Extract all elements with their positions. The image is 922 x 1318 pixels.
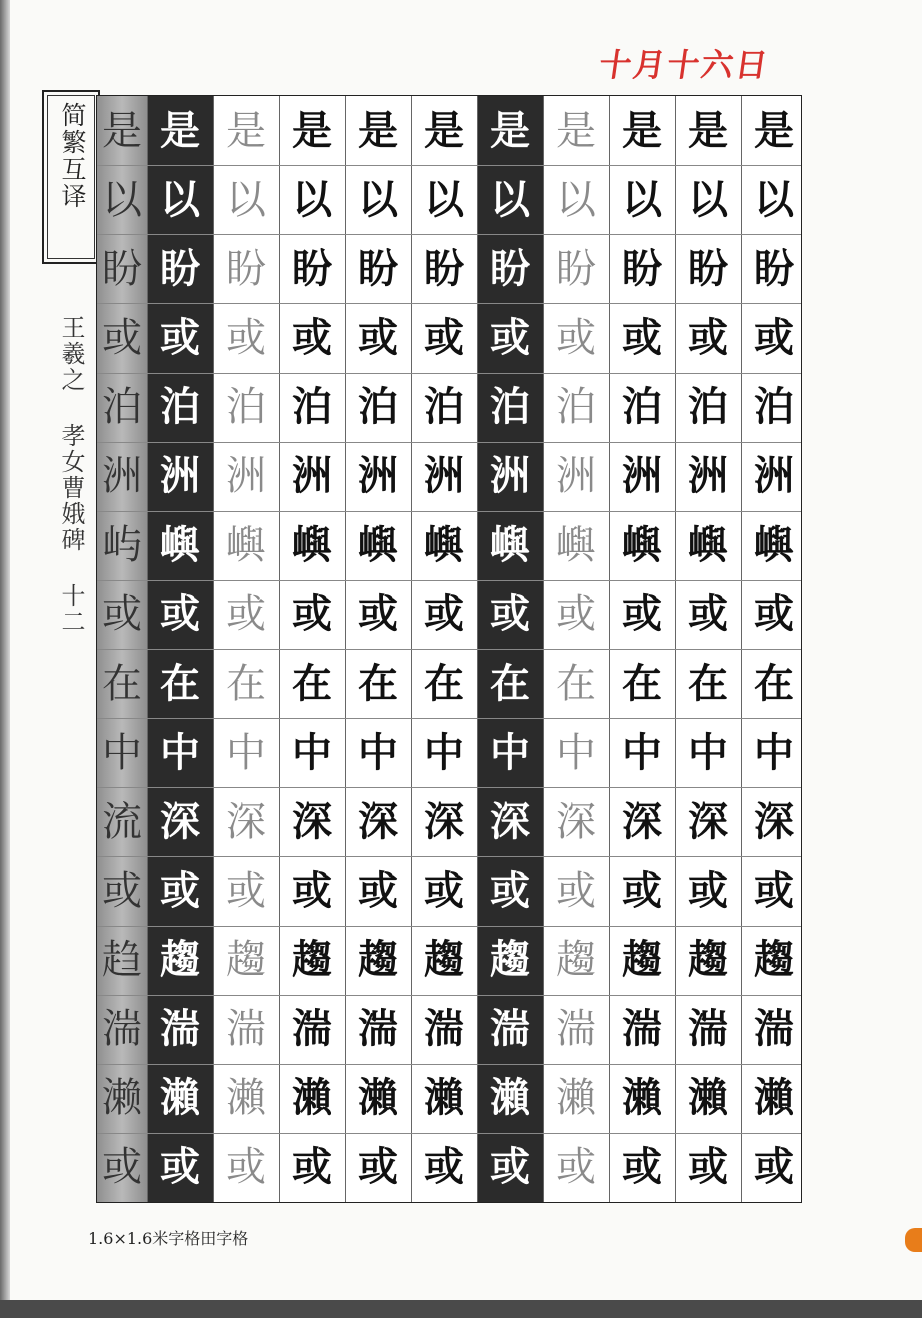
grid-hline (97, 373, 801, 374)
grid-cell: 或 (292, 1143, 332, 1191)
grid-cell: 瀨 (358, 1074, 398, 1122)
grid-cell: 嶼 (292, 521, 332, 569)
grid-cell: 洲 (292, 452, 332, 500)
grid-cell: 或 (688, 590, 728, 638)
grid-hline (97, 856, 801, 857)
grid-cell: 盼 (102, 245, 142, 292)
grid-cell: 瀨 (556, 1075, 596, 1122)
grid-cell: 是 (556, 107, 596, 154)
grid-cell: 是 (754, 106, 794, 154)
grid-cell: 以 (160, 175, 200, 223)
grid-cell: 洲 (102, 453, 142, 500)
grid-cell: 以 (622, 175, 662, 223)
grid-cell: 盼 (622, 244, 662, 292)
grid-cell: 中 (490, 728, 530, 776)
grid-cell: 以 (754, 175, 794, 223)
title-box (42, 90, 100, 264)
grid-cell: 或 (622, 313, 662, 361)
grid-cell: 或 (622, 590, 662, 638)
grid-cell: 趨 (424, 936, 464, 984)
grid-cell: 深 (622, 797, 662, 845)
grid-cell: 中 (292, 728, 332, 776)
grid-cell: 深 (292, 797, 332, 845)
grid-cell: 嶼 (490, 521, 530, 569)
grid-cell: 中 (424, 728, 464, 776)
grid-cell: 以 (424, 175, 464, 223)
grid-cell: 盼 (490, 244, 530, 292)
grid-cell: 深 (490, 797, 530, 845)
grid-hline (97, 926, 801, 927)
grid-cell: 盼 (424, 244, 464, 292)
grid-cell: 深 (226, 798, 266, 845)
grid-cell: 洲 (424, 452, 464, 500)
grid-hline (97, 442, 801, 443)
grid-cell: 嶼 (622, 521, 662, 569)
grid-cell: 或 (160, 313, 200, 361)
grid-cell: 盼 (160, 244, 200, 292)
grid-cell: 湍 (622, 1005, 662, 1053)
grid-cell: 以 (292, 175, 332, 223)
grid-hline (97, 580, 801, 581)
grid-cell: 嶼 (688, 521, 728, 569)
grid-cell: 洲 (754, 452, 794, 500)
grid-cell: 泊 (688, 383, 728, 431)
grid-cell: 嶼 (556, 522, 596, 569)
grid-cell: 是 (358, 106, 398, 154)
practice-grid (96, 95, 802, 1203)
grid-cell: 是 (102, 107, 142, 154)
grid-hline (97, 165, 801, 166)
grid-cell: 中 (226, 729, 266, 776)
grid-cell: 趨 (688, 936, 728, 984)
grid-cell: 在 (688, 659, 728, 707)
grid-cell: 在 (226, 660, 266, 707)
grid-cell: 盼 (358, 244, 398, 292)
grid-cell: 湍 (102, 1006, 142, 1053)
grid-cell: 或 (160, 866, 200, 914)
grid-cell: 或 (160, 1143, 200, 1191)
grid-cell: 在 (358, 659, 398, 707)
grid-cell: 湍 (160, 1005, 200, 1053)
grid-cell: 或 (358, 866, 398, 914)
grid-cell: 湍 (226, 1006, 266, 1053)
grid-cell: 或 (490, 866, 530, 914)
grid-cell: 深 (556, 798, 596, 845)
grid-cell: 以 (556, 176, 596, 223)
grid-cell: 或 (424, 1143, 464, 1191)
grid-cell: 或 (424, 590, 464, 638)
grid-cell: 或 (226, 1144, 266, 1191)
grid-cell: 瀨 (622, 1074, 662, 1122)
grid-cell: 瀨 (424, 1074, 464, 1122)
grid-cell: 中 (622, 728, 662, 776)
grid-cell: 泊 (424, 383, 464, 431)
grid-footnote: 1.6×1.6米字格田字格 (88, 1229, 249, 1248)
grid-cell: 在 (424, 659, 464, 707)
grid-cell: 流 (102, 798, 142, 845)
grid-cell: 嶼 (160, 521, 200, 569)
grid-hline (97, 511, 801, 512)
grid-cell: 或 (226, 867, 266, 914)
grid-cell: 洲 (490, 452, 530, 500)
grid-hline (97, 718, 801, 719)
grid-cell: 中 (688, 728, 728, 776)
grid-cell: 中 (358, 728, 398, 776)
grid-cell: 或 (102, 591, 142, 638)
grid-cell: 或 (358, 1143, 398, 1191)
bottom-band (0, 1300, 922, 1318)
grid-cell: 趨 (292, 936, 332, 984)
grid-cell: 瀨 (226, 1075, 266, 1122)
grid-cell: 是 (490, 106, 530, 154)
grid-cell: 趨 (490, 936, 530, 984)
grid-cell: 湍 (424, 1005, 464, 1053)
grid-cell: 湍 (292, 1005, 332, 1053)
grid-cell: 中 (160, 728, 200, 776)
grid-cell: 洲 (358, 452, 398, 500)
page-edge-shadow (0, 0, 10, 1300)
grid-cell: 或 (160, 590, 200, 638)
grid-cell: 嶼 (226, 522, 266, 569)
grid-cell: 趨 (160, 936, 200, 984)
grid-cell: 瀨 (292, 1074, 332, 1122)
grid-cell: 泊 (754, 383, 794, 431)
grid-cell: 深 (754, 797, 794, 845)
grid-cell: 湍 (556, 1006, 596, 1053)
grid-cell: 或 (102, 867, 142, 914)
grid-hline (97, 995, 801, 996)
grid-cell: 在 (292, 659, 332, 707)
grid-cell: 泊 (292, 383, 332, 431)
grid-cell: 洲 (556, 453, 596, 500)
grid-cell: 或 (688, 866, 728, 914)
grid-cell: 在 (160, 659, 200, 707)
grid-cell: 或 (754, 866, 794, 914)
grid-cell: 泊 (226, 384, 266, 431)
grid-cell: 或 (556, 867, 596, 914)
grid-cell: 或 (688, 1143, 728, 1191)
grid-cell: 屿 (102, 522, 142, 569)
grid-cell: 或 (424, 866, 464, 914)
orange-tab (905, 1228, 922, 1252)
grid-cell: 在 (102, 660, 142, 707)
grid-cell: 或 (490, 1143, 530, 1191)
grid-cell: 是 (424, 106, 464, 154)
grid-cell: 是 (688, 106, 728, 154)
grid-cell: 嶼 (424, 521, 464, 569)
grid-cell: 是 (226, 107, 266, 154)
grid-cell: 以 (688, 175, 728, 223)
grid-cell: 以 (226, 176, 266, 223)
grid-cell: 深 (424, 797, 464, 845)
grid-cell: 以 (490, 175, 530, 223)
grid-cell: 盼 (226, 245, 266, 292)
grid-cell: 泊 (490, 383, 530, 431)
grid-cell: 嶼 (358, 521, 398, 569)
grid-cell: 或 (226, 314, 266, 361)
grid-hline (97, 787, 801, 788)
grid-cell: 濑 (102, 1075, 142, 1122)
grid-cell: 泊 (622, 383, 662, 431)
grid-cell: 或 (102, 1144, 142, 1191)
grid-cell: 趨 (358, 936, 398, 984)
grid-cell: 泊 (160, 383, 200, 431)
grid-cell: 或 (754, 313, 794, 361)
grid-cell: 趨 (556, 937, 596, 984)
grid-cell: 趨 (622, 936, 662, 984)
date-stamp: 十月十六日 (596, 46, 772, 84)
grid-cell: 瀨 (490, 1074, 530, 1122)
grid-cell: 或 (490, 590, 530, 638)
grid-cell: 泊 (102, 384, 142, 431)
grid-cell: 在 (490, 659, 530, 707)
grid-cell: 湍 (754, 1005, 794, 1053)
grid-cell: 在 (622, 659, 662, 707)
grid-cell: 或 (226, 591, 266, 638)
grid-cell: 趨 (226, 937, 266, 984)
grid-cell: 在 (754, 659, 794, 707)
grid-cell: 或 (556, 314, 596, 361)
grid-hline (97, 1064, 801, 1065)
grid-cell: 或 (102, 314, 142, 361)
grid-cell: 嶼 (754, 521, 794, 569)
grid-cell: 是 (160, 106, 200, 154)
grid-cell: 湍 (490, 1005, 530, 1053)
grid-cell: 深 (688, 797, 728, 845)
grid-cell: 瀨 (754, 1074, 794, 1122)
grid-cell: 湍 (358, 1005, 398, 1053)
grid-cell: 或 (292, 866, 332, 914)
grid-cell: 或 (754, 1143, 794, 1191)
grid-cell: 或 (490, 313, 530, 361)
grid-cell: 以 (358, 175, 398, 223)
grid-hline (97, 649, 801, 650)
grid-cell: 或 (754, 590, 794, 638)
grid-cell: 洲 (688, 452, 728, 500)
grid-cell: 深 (160, 797, 200, 845)
grid-cell: 瀨 (688, 1074, 728, 1122)
grid-cell: 或 (358, 590, 398, 638)
grid-cell: 或 (688, 313, 728, 361)
grid-cell: 或 (556, 591, 596, 638)
grid-cell: 是 (622, 106, 662, 154)
grid-cell: 或 (292, 590, 332, 638)
grid-cell: 盼 (754, 244, 794, 292)
grid-cell: 中 (754, 728, 794, 776)
grid-cell: 泊 (358, 383, 398, 431)
grid-cell: 或 (556, 1144, 596, 1191)
grid-cell: 深 (358, 797, 398, 845)
grid-cell: 洲 (160, 452, 200, 500)
grid-cell: 盼 (556, 245, 596, 292)
author-line: 王羲之 孝女曹娥碑 十二 (57, 315, 85, 635)
grid-cell: 以 (102, 176, 142, 223)
grid-cell: 或 (622, 1143, 662, 1191)
title-text: 简繁互译 (58, 102, 87, 210)
grid-cell: 中 (556, 729, 596, 776)
grid-hline (97, 1133, 801, 1134)
grid-hline (97, 303, 801, 304)
grid-cell: 洲 (622, 452, 662, 500)
grid-cell: 趋 (102, 937, 142, 984)
grid-cell: 泊 (556, 384, 596, 431)
grid-cell: 是 (292, 106, 332, 154)
grid-cell: 或 (358, 313, 398, 361)
grid-cell: 中 (102, 729, 142, 776)
grid-cell: 在 (556, 660, 596, 707)
grid-cell: 或 (622, 866, 662, 914)
grid-cell: 瀨 (160, 1074, 200, 1122)
grid-cell: 或 (424, 313, 464, 361)
grid-cell: 或 (292, 313, 332, 361)
grid-cell: 盼 (688, 244, 728, 292)
grid-cell: 盼 (292, 244, 332, 292)
grid-cell: 湍 (688, 1005, 728, 1053)
grid-cell: 洲 (226, 453, 266, 500)
grid-cell: 趨 (754, 936, 794, 984)
grid-hline (97, 234, 801, 235)
